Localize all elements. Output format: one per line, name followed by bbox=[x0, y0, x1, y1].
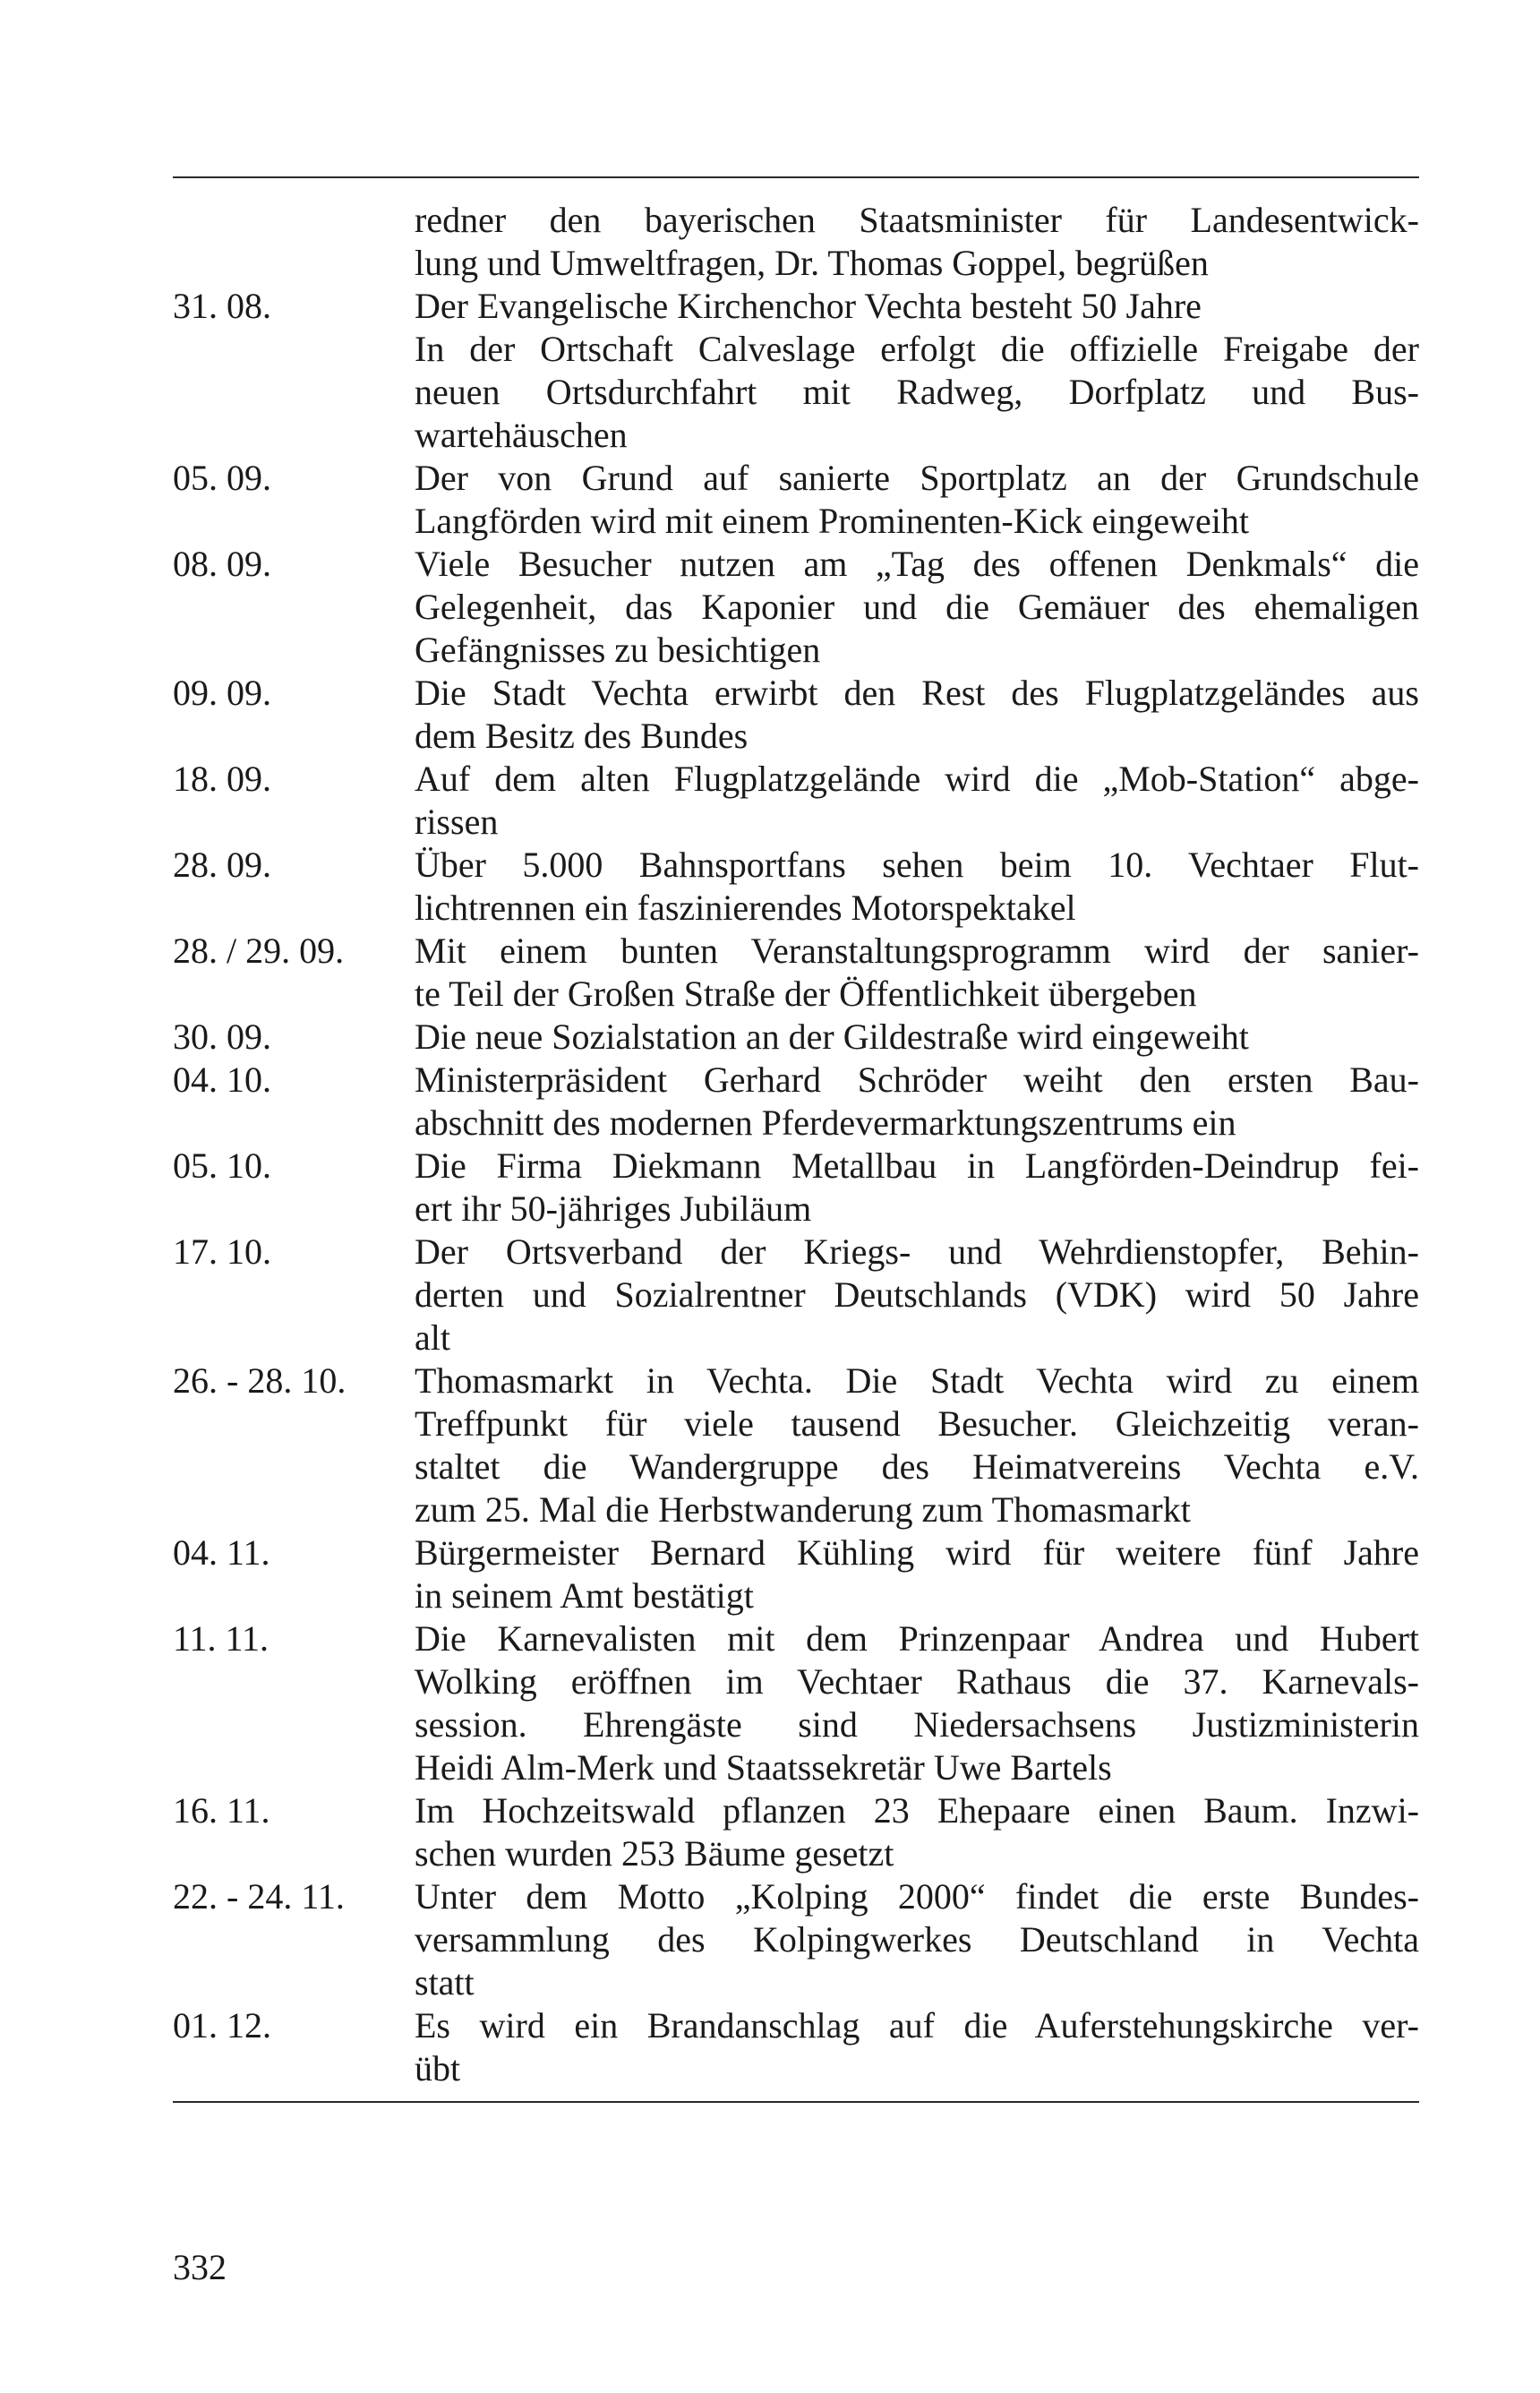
chronicle-entry bbox=[173, 1016, 1419, 1059]
chronicle-entry bbox=[173, 1789, 1419, 1875]
entry-text-line: rissen bbox=[415, 802, 499, 842]
chronicle-entry bbox=[173, 1059, 1419, 1145]
entry-text-line: Gelegenheit, das Kaponier und die Gemäuer des ehemaligen bbox=[415, 587, 1419, 627]
chronicle-entry bbox=[173, 1531, 1419, 1617]
entry-text-line: Es wird ein Brandanschlag auf die Auferstehungskirche ver- bbox=[415, 2005, 1419, 2046]
entry-text-line: Thomasmarkt in Vechta. Die Stadt Vechta wird zu einem bbox=[415, 1360, 1419, 1401]
entry-text bbox=[415, 543, 1419, 672]
entry-text bbox=[415, 285, 1419, 328]
chronicle-entry bbox=[173, 1231, 1419, 1359]
entry-text-line: Auf dem alten Flugplatzgelände wird die „Mob-Station“ abge- bbox=[415, 759, 1419, 799]
chronicle-entry bbox=[173, 2004, 1419, 2090]
entry-text-line: Heidi Alm-Merk und Staatssekretär Uwe Bartels bbox=[415, 1747, 1112, 1788]
entry-text bbox=[415, 930, 1419, 1016]
entry-text-line: lichtrennen ein faszinierendes Motorspektakel bbox=[415, 888, 1076, 928]
entry-text bbox=[415, 457, 1419, 543]
entry-text-line: Mit einem bunten Veranstaltungsprogramm wird der sanier- bbox=[415, 931, 1419, 971]
entry-text-line: Unter dem Motto „Kolping 2000“ findet die erste Bundes- bbox=[415, 1876, 1419, 1917]
chronicle-entry bbox=[173, 1359, 1419, 1531]
chronicle-entry bbox=[173, 758, 1419, 844]
entry-date: 31. 08. bbox=[173, 286, 271, 326]
entry-text-line: schen wurden 253 Bäume gesetzt bbox=[415, 1833, 894, 1874]
entry-date: 05. 09. bbox=[173, 458, 271, 498]
chronicle-entry bbox=[173, 457, 1419, 543]
entry-text bbox=[415, 758, 1419, 844]
chronicle-entry bbox=[173, 1875, 1419, 2004]
entry-text-line: In der Ortschaft Calveslage erfolgt die offizielle Freigabe der bbox=[415, 329, 1419, 369]
entry-text-line: Langförden wird mit einem Prominenten-Kick eingeweiht bbox=[415, 501, 1249, 541]
entry-text-line: Der von Grund auf sanierte Sportplatz an der Grundschule bbox=[415, 458, 1419, 498]
entry-text-line: alt bbox=[415, 1317, 450, 1358]
chronicle-entry bbox=[173, 672, 1419, 758]
entry-text-line: Wolking eröffnen im Vechtaer Rathaus die 37. Karnevals- bbox=[415, 1661, 1419, 1702]
entry-text-line: zum 25. Mal die Herbstwanderung zum Thomasmarkt bbox=[415, 1489, 1191, 1530]
entry-text-line: neuen Ortsdurchfahrt mit Radweg, Dorfplatz und Bus- bbox=[415, 372, 1419, 412]
entry-date: 16. 11. bbox=[173, 1790, 270, 1831]
entry-text bbox=[415, 1059, 1419, 1145]
entry-text bbox=[415, 199, 1419, 285]
entry-date: 11. 11. bbox=[173, 1618, 270, 1659]
entry-text-line: dem Besitz des Bundes bbox=[415, 716, 749, 756]
entry-text bbox=[415, 1875, 1419, 2004]
entry-date: 30. 09. bbox=[173, 1016, 271, 1057]
chronicle-entry bbox=[173, 1145, 1419, 1231]
entry-text-line: Die neue Sozialstation an der Gildestraße wird eingeweiht bbox=[415, 1016, 1249, 1057]
entry-text-line: lung und Umweltfragen, Dr. Thomas Goppel, begrüßen bbox=[415, 243, 1209, 283]
entry-text-line: Über 5.000 Bahnsportfans sehen beim 10. Vechtaer Flut- bbox=[415, 845, 1419, 885]
entry-text bbox=[415, 1145, 1419, 1231]
entry-text-line: staltet die Wandergruppe des Heimatvereins Vechta e.V. bbox=[415, 1446, 1419, 1487]
chronicle-entry bbox=[173, 199, 1419, 285]
entry-text-line: abschnitt des modernen Pferdevermarktungszentrums ein bbox=[415, 1102, 1236, 1143]
chronicle-entry bbox=[173, 543, 1419, 672]
entry-date: 18. 09. bbox=[173, 759, 271, 799]
entry-text-line: Viele Besucher nutzen am „Tag des offenen Denkmals“ die bbox=[415, 544, 1419, 584]
entry-text-line: übt bbox=[415, 2048, 461, 2089]
entry-text-line: redner den bayerischen Staatsminister für Landesentwick- bbox=[415, 200, 1419, 240]
entry-text bbox=[415, 1789, 1419, 1875]
entry-text-line: Gefängnisses zu besichtigen bbox=[415, 630, 821, 670]
page-number: 332 bbox=[173, 2247, 227, 2287]
entry-text-line: Die Firma Diekmann Metallbau in Langförden-Deindrup fei- bbox=[415, 1145, 1419, 1186]
entry-text-line: te Teil der Großen Straße der Öffentlichkeit übergeben bbox=[415, 973, 1197, 1014]
entry-date: 28. / 29. 09. bbox=[173, 931, 345, 971]
entry-date: 01. 12. bbox=[173, 2005, 271, 2046]
entry-text-line: Treffpunkt für viele tausend Besucher. Gleichzeitig veran- bbox=[415, 1403, 1419, 1444]
entry-date: 22. - 24. 11. bbox=[173, 1876, 345, 1917]
entry-date: 04. 10. bbox=[173, 1059, 271, 1100]
entry-text-line: wartehäuschen bbox=[415, 415, 628, 455]
entry-text bbox=[415, 1531, 1419, 1617]
chronicle-entry bbox=[173, 1617, 1419, 1789]
entry-text-line: Der Ortsverband der Kriegs- und Wehrdienstopfer, Behin- bbox=[415, 1231, 1419, 1272]
bottom-rule bbox=[173, 2101, 1419, 2103]
entry-text bbox=[415, 1231, 1419, 1359]
entry-date: 17. 10. bbox=[173, 1231, 271, 1272]
entry-text bbox=[415, 844, 1419, 930]
entry-text-line: versammlung des Kolpingwerkes Deutschland in Vechta bbox=[415, 1919, 1419, 1960]
chronicle-list bbox=[173, 199, 1419, 2090]
entry-text bbox=[415, 1359, 1419, 1531]
entry-text bbox=[415, 1016, 1419, 1059]
entry-text-line: statt bbox=[415, 1962, 475, 2003]
entry-text bbox=[415, 1617, 1419, 1789]
entry-text-line: Bürgermeister Bernard Kühling wird für weitere fünf Jahre bbox=[415, 1532, 1419, 1573]
entry-text bbox=[415, 328, 1419, 457]
entry-date: 04. 11. bbox=[173, 1532, 270, 1573]
entry-text-line: Die Karnevalisten mit dem Prinzenpaar Andrea und Hubert bbox=[415, 1618, 1419, 1659]
entry-date: 28. 09. bbox=[173, 845, 271, 885]
entry-text-line: Im Hochzeitswald pflanzen 23 Ehepaare einen Baum. Inzwi- bbox=[415, 1790, 1419, 1831]
entry-text-line: Der Evangelische Kirchenchor Vechta besteht 50 Jahre bbox=[415, 286, 1202, 326]
entry-text-line: session. Ehrengäste sind Niedersachsens Justizministerin bbox=[415, 1704, 1419, 1745]
chronicle-entry bbox=[173, 328, 1419, 457]
entry-date: 09. 09. bbox=[173, 673, 271, 713]
entry-text bbox=[415, 2004, 1419, 2090]
entry-text-line: Die Stadt Vechta erwirbt den Rest des Flugplatzgeländes aus bbox=[415, 673, 1419, 713]
chronicle-entry bbox=[173, 285, 1419, 328]
entry-text-line: ert ihr 50-jähriges Jubiläum bbox=[415, 1188, 812, 1229]
entry-text bbox=[415, 672, 1419, 758]
entry-text-line: Ministerpräsident Gerhard Schröder weiht den ersten Bau- bbox=[415, 1059, 1419, 1100]
chronicle-entry bbox=[173, 930, 1419, 1016]
entry-text-line: in seinem Amt bestätigt bbox=[415, 1575, 754, 1616]
chronicle-entry bbox=[173, 844, 1419, 930]
entry-text-line: derten und Sozialrentner Deutschlands (VDK) wird 50 Jahre bbox=[415, 1274, 1419, 1315]
entry-date: 08. 09. bbox=[173, 544, 271, 584]
entry-date: 26. - 28. 10. bbox=[173, 1360, 346, 1401]
top-rule bbox=[173, 176, 1419, 178]
entry-date: 05. 10. bbox=[173, 1145, 271, 1186]
